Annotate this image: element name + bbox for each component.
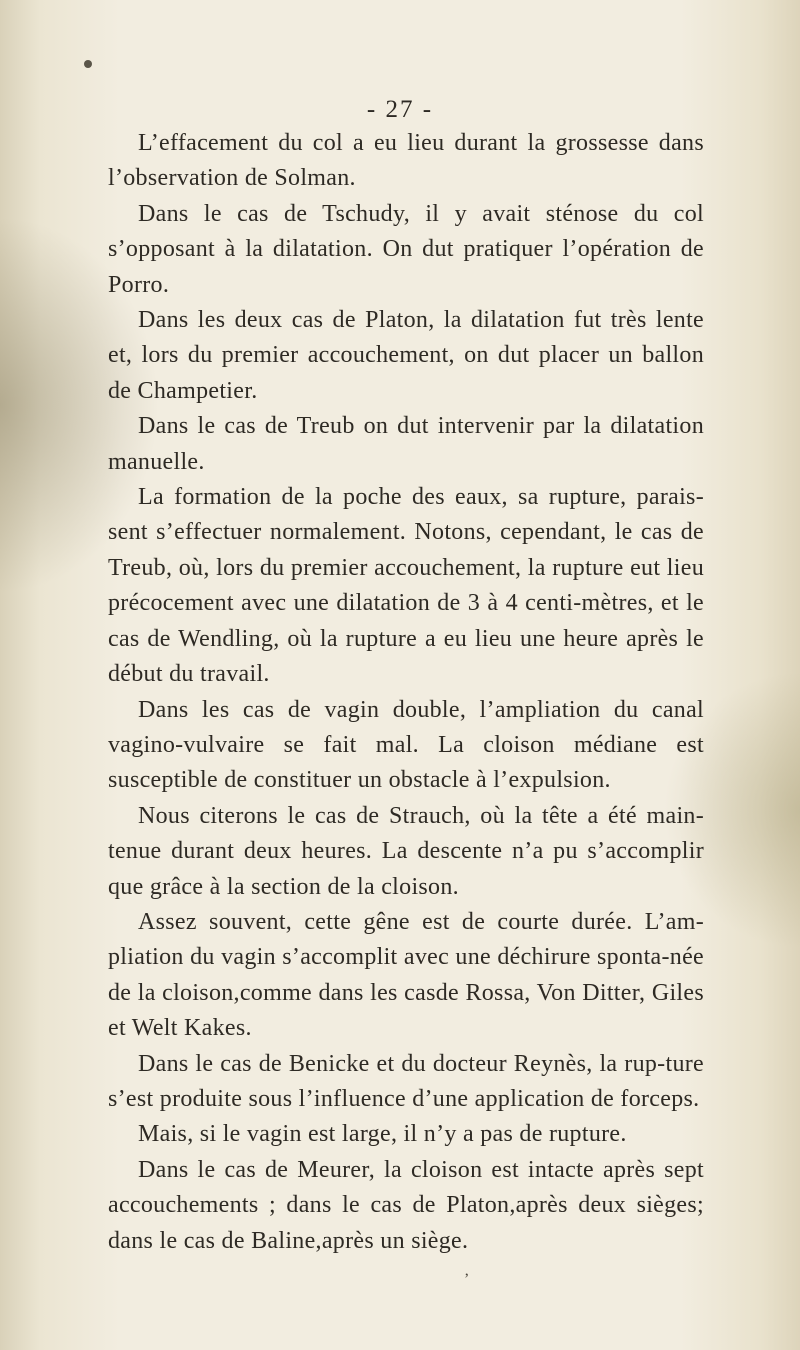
paragraph: Dans les deux cas de Platon, la dilatation fut très lente et, lors du premier accouchement, on dut placer un ballon de Champetier. [108,307,704,404]
paragraph: Dans les cas de vagin double, l’ampliation du canal vagino-vulvaire se fait mal. La cloison médiane est susceptible de constituer un obstacle à l’expulsion. [108,696,704,794]
stray-mark: ‚ [464,1262,470,1279]
body-text [108,126,704,1259]
paragraph: Dans le cas de Benicke et du docteur Reynès, la rup-ture s’est produite sous l’influence d’une application de forceps. [108,1050,704,1112]
ink-spot [84,60,92,68]
paragraph: Dans le cas de Meurer, la cloison est intacte après sept accouchements ; dans le cas de Platon,après deux sièges; dans le cas de Baline,après un siège. [108,1156,704,1254]
paragraph: Nous citerons le cas de Strauch, où la tête a été main-tenue durant deux heures. La descente n’a pu s’accomplir que grâce à la section de la cloison. [108,802,704,900]
paragraph: Mais, si le vagin est large, il n’y a pas de rupture. [138,1121,627,1148]
page-number: - 27 - [366,96,434,123]
paragraph: La formation de la poche des eaux, sa rupture, parais-sent s’effectuer normalement. Notons, cependant, le cas de Treub, où, lors du premier accouchement, la rupture eut lieu précocement avec une dilatation de 3 à 4 centi-mètres, et le cas de Wendling, où la rupture a eu lieu une heure après le début du travail. [108,484,704,688]
paragraph: Dans le cas de Tschudy, il y avait sténose du col s’opposant à la dilatation. On dut pratiquer l’opération de Porro. [108,200,704,298]
paragraph: Dans le cas de Treub on dut intervenir par la dilatation manuelle. [108,413,704,475]
paragraph: Assez souvent, cette gêne est de courte durée. L’am-pliation du vagin s’accomplit avec une déchirure sponta-née de la cloison,comme dans les casde Rossa, Von Ditter, Giles et Welt Kakes. [108,908,704,1042]
paragraph: L’effacement du col a eu lieu durant la grossesse dans l’observation de Solman. [108,130,704,192]
